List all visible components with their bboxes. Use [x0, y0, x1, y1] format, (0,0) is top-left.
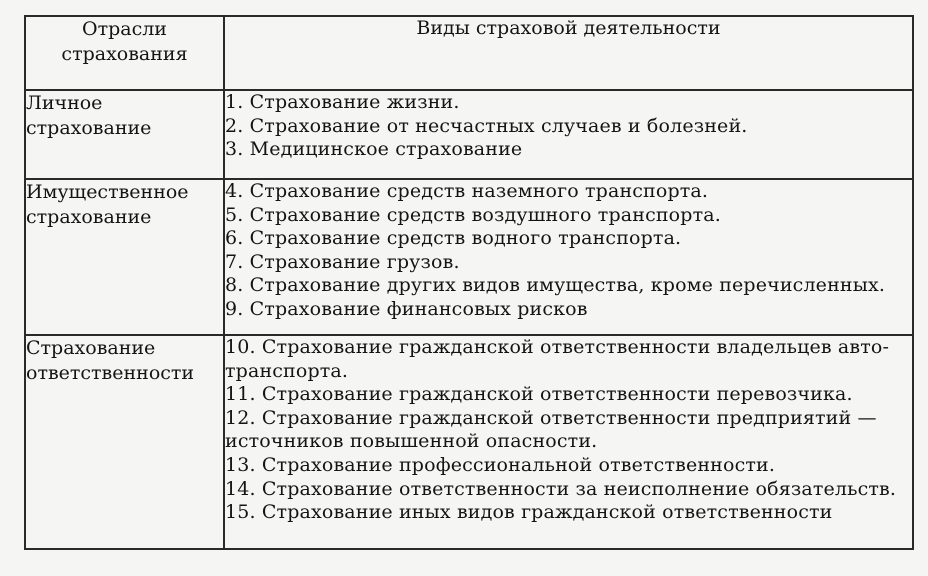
list-item: 4. Страхование средств наземного транспорта. — [225, 180, 709, 202]
list-item: 3. Медицинское страхование — [225, 138, 523, 161]
header-col1-text: Отрасли страхования — [61, 18, 188, 65]
list-item: 12. Страхование гражданской ответственности предприятий — — [225, 406, 877, 429]
list-item: 8. Страхование других видов имущества, кроме перечисленных. — [225, 274, 886, 297]
activities-cell — [224, 90, 913, 179]
activities-cell — [224, 179, 913, 335]
list-item-continuation: транспорта. — [225, 359, 349, 382]
list-item: 15. Страхование иных видов гражданской ответственности — [225, 501, 833, 524]
header-insurance-activities — [224, 16, 913, 90]
header-col2-text: Виды страховой деятельности — [416, 17, 721, 39]
branch-cell — [25, 179, 224, 335]
list-item: 13. Страхование профессиональной ответственности. — [225, 453, 776, 476]
list-item: 6. Страхование средств водного транспорта. — [225, 227, 682, 250]
list-item: 5. Страхование средств воздушного транспорта. — [225, 203, 721, 226]
list-item: 7. Страхование грузов. — [225, 250, 460, 273]
table-row — [25, 90, 913, 179]
list-item: 1. Страхование жизни. — [225, 91, 460, 113]
table-row — [25, 335, 913, 549]
list-item: 9. Страхование финансовых рисков — [225, 297, 588, 320]
insurance-table — [24, 15, 914, 550]
list-item: 11. Страхование гражданской ответственности перевозчика. — [225, 383, 853, 406]
branch-name: Страхование ответственности — [26, 337, 195, 384]
table-header-row — [25, 16, 913, 90]
branch-name: Личное страхование — [26, 92, 152, 139]
list-item: 14. Страхование ответственности за неисполнение обязательств. — [225, 477, 897, 500]
list-item-continuation: источников повышенной опасности. — [225, 430, 598, 453]
branch-cell — [25, 335, 224, 549]
list-item: 10. Страхование гражданской ответственности владельцев авто- — [225, 336, 890, 358]
table-row — [25, 179, 913, 335]
branch-cell — [25, 90, 224, 179]
activities-cell — [224, 335, 913, 549]
branch-name: Имущественное страхование — [26, 181, 189, 228]
list-item: 2. Страхование от несчастных случаев и болезней. — [225, 114, 748, 137]
header-insurance-branches — [25, 16, 224, 90]
